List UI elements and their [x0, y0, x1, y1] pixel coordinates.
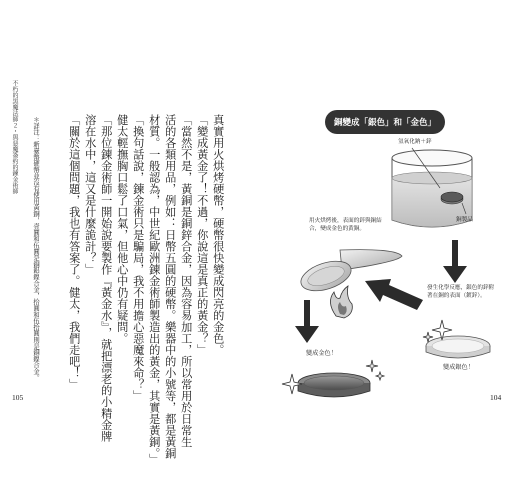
body-column-6: 「換句話說，鍊金術只是騙局，我不用擔心惡魔來命？」	[131, 114, 145, 402]
silver-dish	[426, 336, 490, 358]
arrow-diagonal	[365, 279, 423, 310]
body-column-2: 「變成黃金了！不過，你說這是真正的黃金？」	[195, 114, 209, 356]
body-column-3: 「當然不是，黃銅是銅鋅合金，因為容易加工，所以常用於日常生	[179, 114, 193, 448]
body-column-8: 「那位鍊金術師一開始說要製作『黃金水』，就把漂老的小精金牌	[99, 114, 113, 442]
body-column-1: 真實用火烘烤硬幣，硬幣很快變成閃亮的金色。	[211, 114, 225, 356]
label-copper: 銅製品	[456, 217, 473, 223]
figure-title: 銅變成「銀色」和「金色」	[325, 110, 445, 134]
body-column-4: 活的各類用品，例如：日幣五圓的硬幣。樂器中的小號等，都是黃銅	[163, 114, 177, 459]
body-column-9: 溶在水中，這又是什麼詭計？」	[83, 114, 97, 275]
body-column-7: 健太輕撫胸口鬆了口氣，但他心中仍有疑問。	[115, 114, 129, 344]
footnote: ＊詳注：新臺幣硬幣並沒有使用黃銅，壹圓和伍圓是銅鋁鎳合金，拾圓和伍拾圓則是銅鎳合金。	[32, 116, 39, 381]
gold-dish	[298, 373, 370, 397]
body-column-10: 「關於這個問題，我也有答案了。健太，我們走吧！」	[67, 114, 81, 390]
page-number-left: 105	[12, 393, 24, 402]
label-heated: 用火烘烤後，表面的鋅與銅結合，變成金色的黃銅。	[309, 218, 382, 232]
page-number-right: 104	[490, 393, 502, 402]
running-head: 不朽的黑魔法師２・與惡魔簽約的鍊金術師	[11, 80, 18, 194]
label-reaction: 發生化學反應，銀色的鋅附著在銅的表面（鍍鋅）。	[427, 285, 495, 299]
arrow-down-left	[295, 300, 319, 343]
label-to-silver: 變成銀色！	[443, 364, 474, 371]
flame-icon	[330, 286, 352, 318]
label-reagent: 氫氧化鈉＋鋅	[398, 139, 432, 145]
body-column-5: 材質。一般認為，中世紀歐洲鍊金術師製造出的黃金，其實是黃銅。」	[147, 114, 161, 465]
label-to-gold: 變成金色！	[306, 350, 337, 357]
arrow-down-right	[443, 240, 467, 283]
copper-coin-in-beaker	[441, 192, 463, 204]
